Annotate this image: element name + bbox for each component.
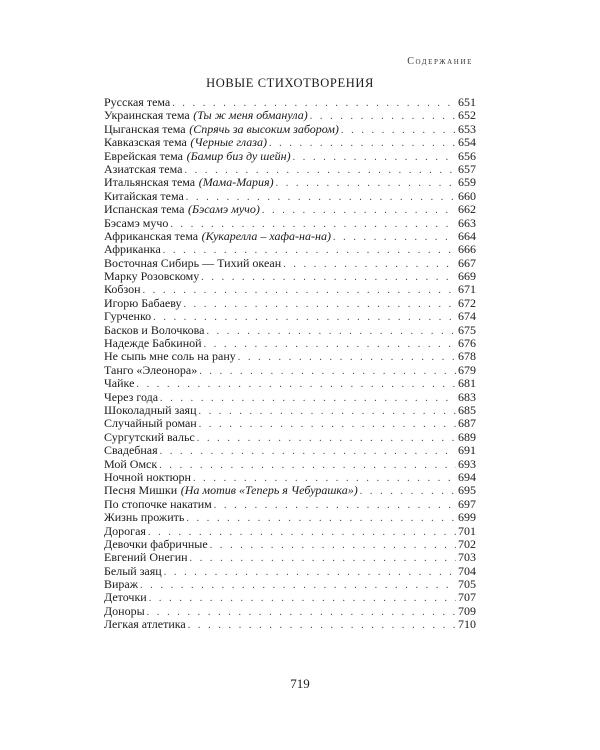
entry-subtitle: (Бамир биз ду шейн) bbox=[186, 149, 291, 163]
entry-page-number: 695 bbox=[458, 484, 476, 498]
entry-title-text: Игорю Бабаеву bbox=[104, 296, 182, 310]
entry-page-number: 671 bbox=[458, 283, 476, 297]
entry-page-number: 672 bbox=[458, 296, 476, 310]
entry-title bbox=[104, 257, 281, 270]
toc-entry bbox=[104, 431, 476, 444]
toc-entry bbox=[104, 377, 476, 390]
entry-title-text: Русская тема bbox=[104, 96, 171, 109]
entry-title bbox=[104, 431, 195, 444]
dot-leader bbox=[199, 365, 456, 377]
dot-leader bbox=[170, 218, 456, 230]
entry-title-text: Танго «Элеонора» bbox=[104, 363, 198, 377]
dot-leader bbox=[193, 472, 456, 484]
entry-title-text: Цыганская тема bbox=[104, 122, 186, 136]
dot-leader bbox=[201, 271, 456, 283]
entry-title bbox=[104, 136, 267, 149]
dot-leader bbox=[199, 418, 456, 430]
dot-leader bbox=[360, 485, 456, 497]
entry-title-text: Деточки bbox=[104, 591, 147, 605]
entry-title-text: Итальянская тема bbox=[104, 176, 196, 190]
page-number: 719 bbox=[290, 676, 310, 691]
entry-title bbox=[104, 163, 182, 176]
entry-title-text: Дорогая bbox=[104, 524, 146, 538]
entry-page-number: 681 bbox=[458, 377, 476, 391]
entry-title bbox=[104, 217, 168, 230]
entry-title bbox=[104, 203, 260, 216]
entry-title bbox=[104, 458, 157, 471]
entry-title-text: Вираж bbox=[104, 578, 139, 592]
entry-page-number: 652 bbox=[458, 109, 476, 123]
toc-entry bbox=[104, 310, 476, 323]
entry-title bbox=[104, 498, 212, 511]
toc-entry bbox=[104, 618, 476, 631]
entry-title-text: Через года bbox=[104, 390, 159, 404]
entry-title bbox=[104, 618, 186, 631]
dot-leader bbox=[269, 137, 456, 149]
entry-title bbox=[104, 404, 197, 417]
entry-page-number: 693 bbox=[458, 457, 476, 471]
entry-title bbox=[104, 471, 191, 484]
entry-title-text: Случайный роман bbox=[104, 417, 197, 431]
entry-title-text: Доноры bbox=[104, 604, 145, 618]
entry-page-number: 654 bbox=[458, 136, 476, 150]
toc-entry bbox=[104, 551, 476, 564]
entry-title-text: Африканка bbox=[104, 243, 161, 257]
toc-entry bbox=[104, 498, 476, 511]
entry-title-text: Китайская тема bbox=[104, 189, 184, 203]
toc-entry bbox=[104, 270, 476, 283]
dot-leader bbox=[333, 231, 456, 243]
entry-title bbox=[104, 190, 184, 203]
toc-entry bbox=[104, 417, 476, 430]
table-of-contents bbox=[104, 96, 476, 632]
entry-subtitle: (Ты ж меня обманула) bbox=[193, 109, 308, 123]
entry-title-text: Шоколадный заяц bbox=[104, 403, 197, 417]
toc-entry bbox=[104, 190, 476, 203]
dot-leader bbox=[188, 619, 456, 631]
entry-title bbox=[104, 283, 141, 296]
entry-title bbox=[104, 96, 170, 109]
entry-title bbox=[104, 444, 158, 457]
dot-leader bbox=[153, 311, 456, 323]
entry-page-number: 699 bbox=[458, 511, 476, 525]
entry-title-text: Евгений Онегин bbox=[104, 551, 188, 565]
entry-title bbox=[104, 310, 151, 323]
dot-leader bbox=[143, 284, 456, 296]
toc-entry bbox=[104, 176, 476, 189]
toc-entry bbox=[104, 471, 476, 484]
entry-title-text: Не сыпь мне соль на рану bbox=[104, 350, 236, 364]
entry-title bbox=[104, 176, 274, 189]
toc-entry bbox=[104, 337, 476, 350]
entry-title bbox=[104, 525, 146, 538]
entry-page-number: 678 bbox=[458, 350, 476, 364]
toc-entry bbox=[104, 578, 476, 591]
dot-leader bbox=[172, 97, 456, 109]
entry-title-text: Девочки фабричные bbox=[104, 537, 208, 551]
entry-title-text: Ночной ноктюрн bbox=[104, 470, 191, 484]
dot-leader bbox=[238, 351, 456, 363]
toc-entry bbox=[104, 203, 476, 216]
entry-title-text: Мой Омск bbox=[104, 457, 158, 471]
entry-title bbox=[104, 391, 158, 404]
entry-title-text: Гурченко bbox=[104, 310, 152, 324]
entry-title bbox=[104, 350, 236, 363]
dot-leader bbox=[206, 325, 456, 337]
entry-page-number: 651 bbox=[458, 96, 476, 109]
entry-page-number: 659 bbox=[458, 176, 476, 190]
entry-title-text: Испанская тема bbox=[104, 203, 185, 217]
entry-page-number: 689 bbox=[458, 430, 476, 444]
toc-entry bbox=[104, 511, 476, 524]
toc-entry bbox=[104, 525, 476, 538]
entry-page-number: 656 bbox=[458, 149, 476, 163]
toc-entry bbox=[104, 109, 476, 122]
entry-title bbox=[104, 511, 184, 524]
entry-subtitle: (На мотив «Теперь я Чебурашка») bbox=[180, 484, 358, 498]
entry-title bbox=[104, 484, 358, 497]
dot-leader bbox=[186, 191, 456, 203]
dot-leader bbox=[148, 526, 456, 538]
entry-page-number: 703 bbox=[458, 551, 476, 565]
entry-title-text: По стопочке накатим bbox=[104, 497, 212, 511]
dot-leader bbox=[210, 539, 456, 551]
dot-leader bbox=[199, 405, 456, 417]
entry-title-text: Азиатская тема bbox=[104, 162, 183, 176]
dot-leader bbox=[293, 151, 456, 163]
toc-entry bbox=[104, 257, 476, 270]
entry-page-number: 691 bbox=[458, 444, 476, 458]
toc-entry bbox=[104, 591, 476, 604]
entry-page-number: 657 bbox=[458, 162, 476, 176]
dot-leader bbox=[341, 124, 456, 136]
entry-title bbox=[104, 150, 291, 163]
toc-entry bbox=[104, 404, 476, 417]
entry-title-text: Африканская тема bbox=[104, 229, 199, 243]
entry-page-number: 685 bbox=[458, 403, 476, 417]
dot-leader bbox=[136, 378, 456, 390]
entry-page-number: 704 bbox=[458, 564, 476, 578]
toc-entry bbox=[104, 123, 476, 136]
entry-title-text: Чайке bbox=[104, 377, 135, 391]
toc-entry bbox=[104, 96, 476, 109]
toc-entry bbox=[104, 484, 476, 497]
entry-title bbox=[104, 324, 204, 337]
toc-entry bbox=[104, 444, 476, 457]
entry-title-text: Кавказская тема bbox=[104, 136, 187, 150]
dot-leader bbox=[160, 445, 456, 457]
toc-entry bbox=[104, 136, 476, 149]
dot-leader bbox=[262, 204, 456, 216]
entry-title-text: Надежде Бабкиной bbox=[104, 337, 202, 351]
entry-title bbox=[104, 591, 147, 604]
entry-page-number: 666 bbox=[458, 243, 476, 257]
dot-leader bbox=[197, 432, 456, 444]
entry-page-number: 687 bbox=[458, 417, 476, 431]
entry-title-text: Еврейская тема bbox=[104, 149, 183, 163]
entry-title bbox=[104, 270, 199, 283]
entry-page-number: 674 bbox=[458, 310, 476, 324]
entry-subtitle: (Черные глаза) bbox=[190, 136, 267, 150]
dot-leader bbox=[204, 338, 456, 350]
entry-title-text: Кобзон bbox=[104, 283, 141, 297]
entry-title-text: Бэсамэ мучо bbox=[104, 216, 169, 230]
toc-entry bbox=[104, 150, 476, 163]
entry-title-text: Басков и Волочкова bbox=[104, 323, 205, 337]
entry-title bbox=[104, 551, 188, 564]
entry-page-number: 710 bbox=[458, 618, 476, 632]
entry-title-text: Песня Мишки bbox=[104, 484, 178, 498]
dot-leader bbox=[159, 459, 456, 471]
running-head: Содержание bbox=[407, 56, 473, 67]
section-title: НОВЫЕ СТИХОТВОРЕНИЯ bbox=[206, 76, 374, 90]
entry-title bbox=[104, 297, 181, 310]
dot-leader bbox=[276, 177, 456, 189]
entry-page-number: 697 bbox=[458, 497, 476, 511]
dot-leader bbox=[163, 244, 456, 256]
toc-entry bbox=[104, 324, 476, 337]
entry-title-text: Сургутский вальс bbox=[104, 430, 195, 444]
dot-leader bbox=[283, 258, 456, 270]
entry-title-text: Марку Розовскому bbox=[104, 270, 200, 284]
toc-entry bbox=[104, 538, 476, 551]
entry-page-number: 653 bbox=[458, 122, 476, 136]
dot-leader bbox=[190, 552, 456, 564]
entry-page-number: 694 bbox=[458, 470, 476, 484]
toc-entry bbox=[104, 364, 476, 377]
entry-subtitle: (Мама-Мария) bbox=[198, 176, 274, 190]
entry-title bbox=[104, 578, 138, 591]
dot-leader bbox=[184, 164, 456, 176]
dot-leader bbox=[149, 592, 456, 604]
entry-title bbox=[104, 377, 134, 390]
toc-entry bbox=[104, 458, 476, 471]
entry-title bbox=[104, 565, 162, 578]
entry-page-number: 709 bbox=[458, 604, 476, 618]
entry-title-text: Украинская тема bbox=[104, 109, 190, 123]
entry-title bbox=[104, 364, 197, 377]
entry-page-number: 705 bbox=[458, 578, 476, 592]
dot-leader bbox=[214, 499, 456, 511]
entry-subtitle: (Спрячь за высоким забором) bbox=[189, 122, 339, 136]
dot-leader bbox=[164, 566, 456, 578]
entry-title bbox=[104, 230, 331, 243]
entry-page-number: 675 bbox=[458, 323, 476, 337]
entry-page-number: 662 bbox=[458, 203, 476, 217]
entry-title-text: Свадебная bbox=[104, 444, 158, 458]
dot-leader bbox=[183, 298, 456, 310]
entry-title bbox=[104, 109, 308, 122]
toc-entry bbox=[104, 217, 476, 230]
entry-page-number: 663 bbox=[458, 216, 476, 230]
entry-page-number: 702 bbox=[458, 537, 476, 551]
toc-entry bbox=[104, 565, 476, 578]
toc-entry bbox=[104, 391, 476, 404]
entry-title bbox=[104, 417, 197, 430]
entry-title-text: Жизнь прожить bbox=[104, 511, 185, 525]
entry-page-number: 683 bbox=[458, 390, 476, 404]
toc-entry bbox=[104, 283, 476, 296]
entry-page-number: 676 bbox=[458, 337, 476, 351]
dot-leader bbox=[160, 392, 456, 404]
dot-leader bbox=[186, 512, 456, 524]
entry-title bbox=[104, 337, 202, 350]
entry-page-number: 707 bbox=[458, 591, 476, 605]
entry-title bbox=[104, 538, 208, 551]
entry-title bbox=[104, 243, 161, 256]
entry-page-number: 669 bbox=[458, 270, 476, 284]
entry-page-number: 701 bbox=[458, 524, 476, 538]
entry-page-number: 664 bbox=[458, 229, 476, 243]
dot-leader bbox=[140, 579, 456, 591]
entry-subtitle: (Кукарелла – хафа-на-на) bbox=[201, 229, 331, 243]
toc-entry bbox=[104, 243, 476, 256]
toc-entry bbox=[104, 350, 476, 363]
toc-entry bbox=[104, 230, 476, 243]
entry-page-number: 667 bbox=[458, 256, 476, 270]
entry-title bbox=[104, 123, 339, 136]
entry-title-text: Легкая атлетика bbox=[104, 618, 186, 632]
dot-leader bbox=[310, 110, 456, 122]
entry-title-text: Белый заяц bbox=[104, 564, 162, 578]
toc-entry bbox=[104, 163, 476, 176]
toc-entry bbox=[104, 297, 476, 310]
entry-subtitle: (Бэсамэ мучо) bbox=[187, 203, 260, 217]
dot-leader bbox=[147, 606, 456, 618]
entry-title bbox=[104, 605, 145, 618]
entry-page-number: 679 bbox=[458, 363, 476, 377]
toc-entry bbox=[104, 605, 476, 618]
entry-page-number: 660 bbox=[458, 189, 476, 203]
entry-title-text: Восточная Сибирь — Тихий океан bbox=[104, 256, 282, 270]
